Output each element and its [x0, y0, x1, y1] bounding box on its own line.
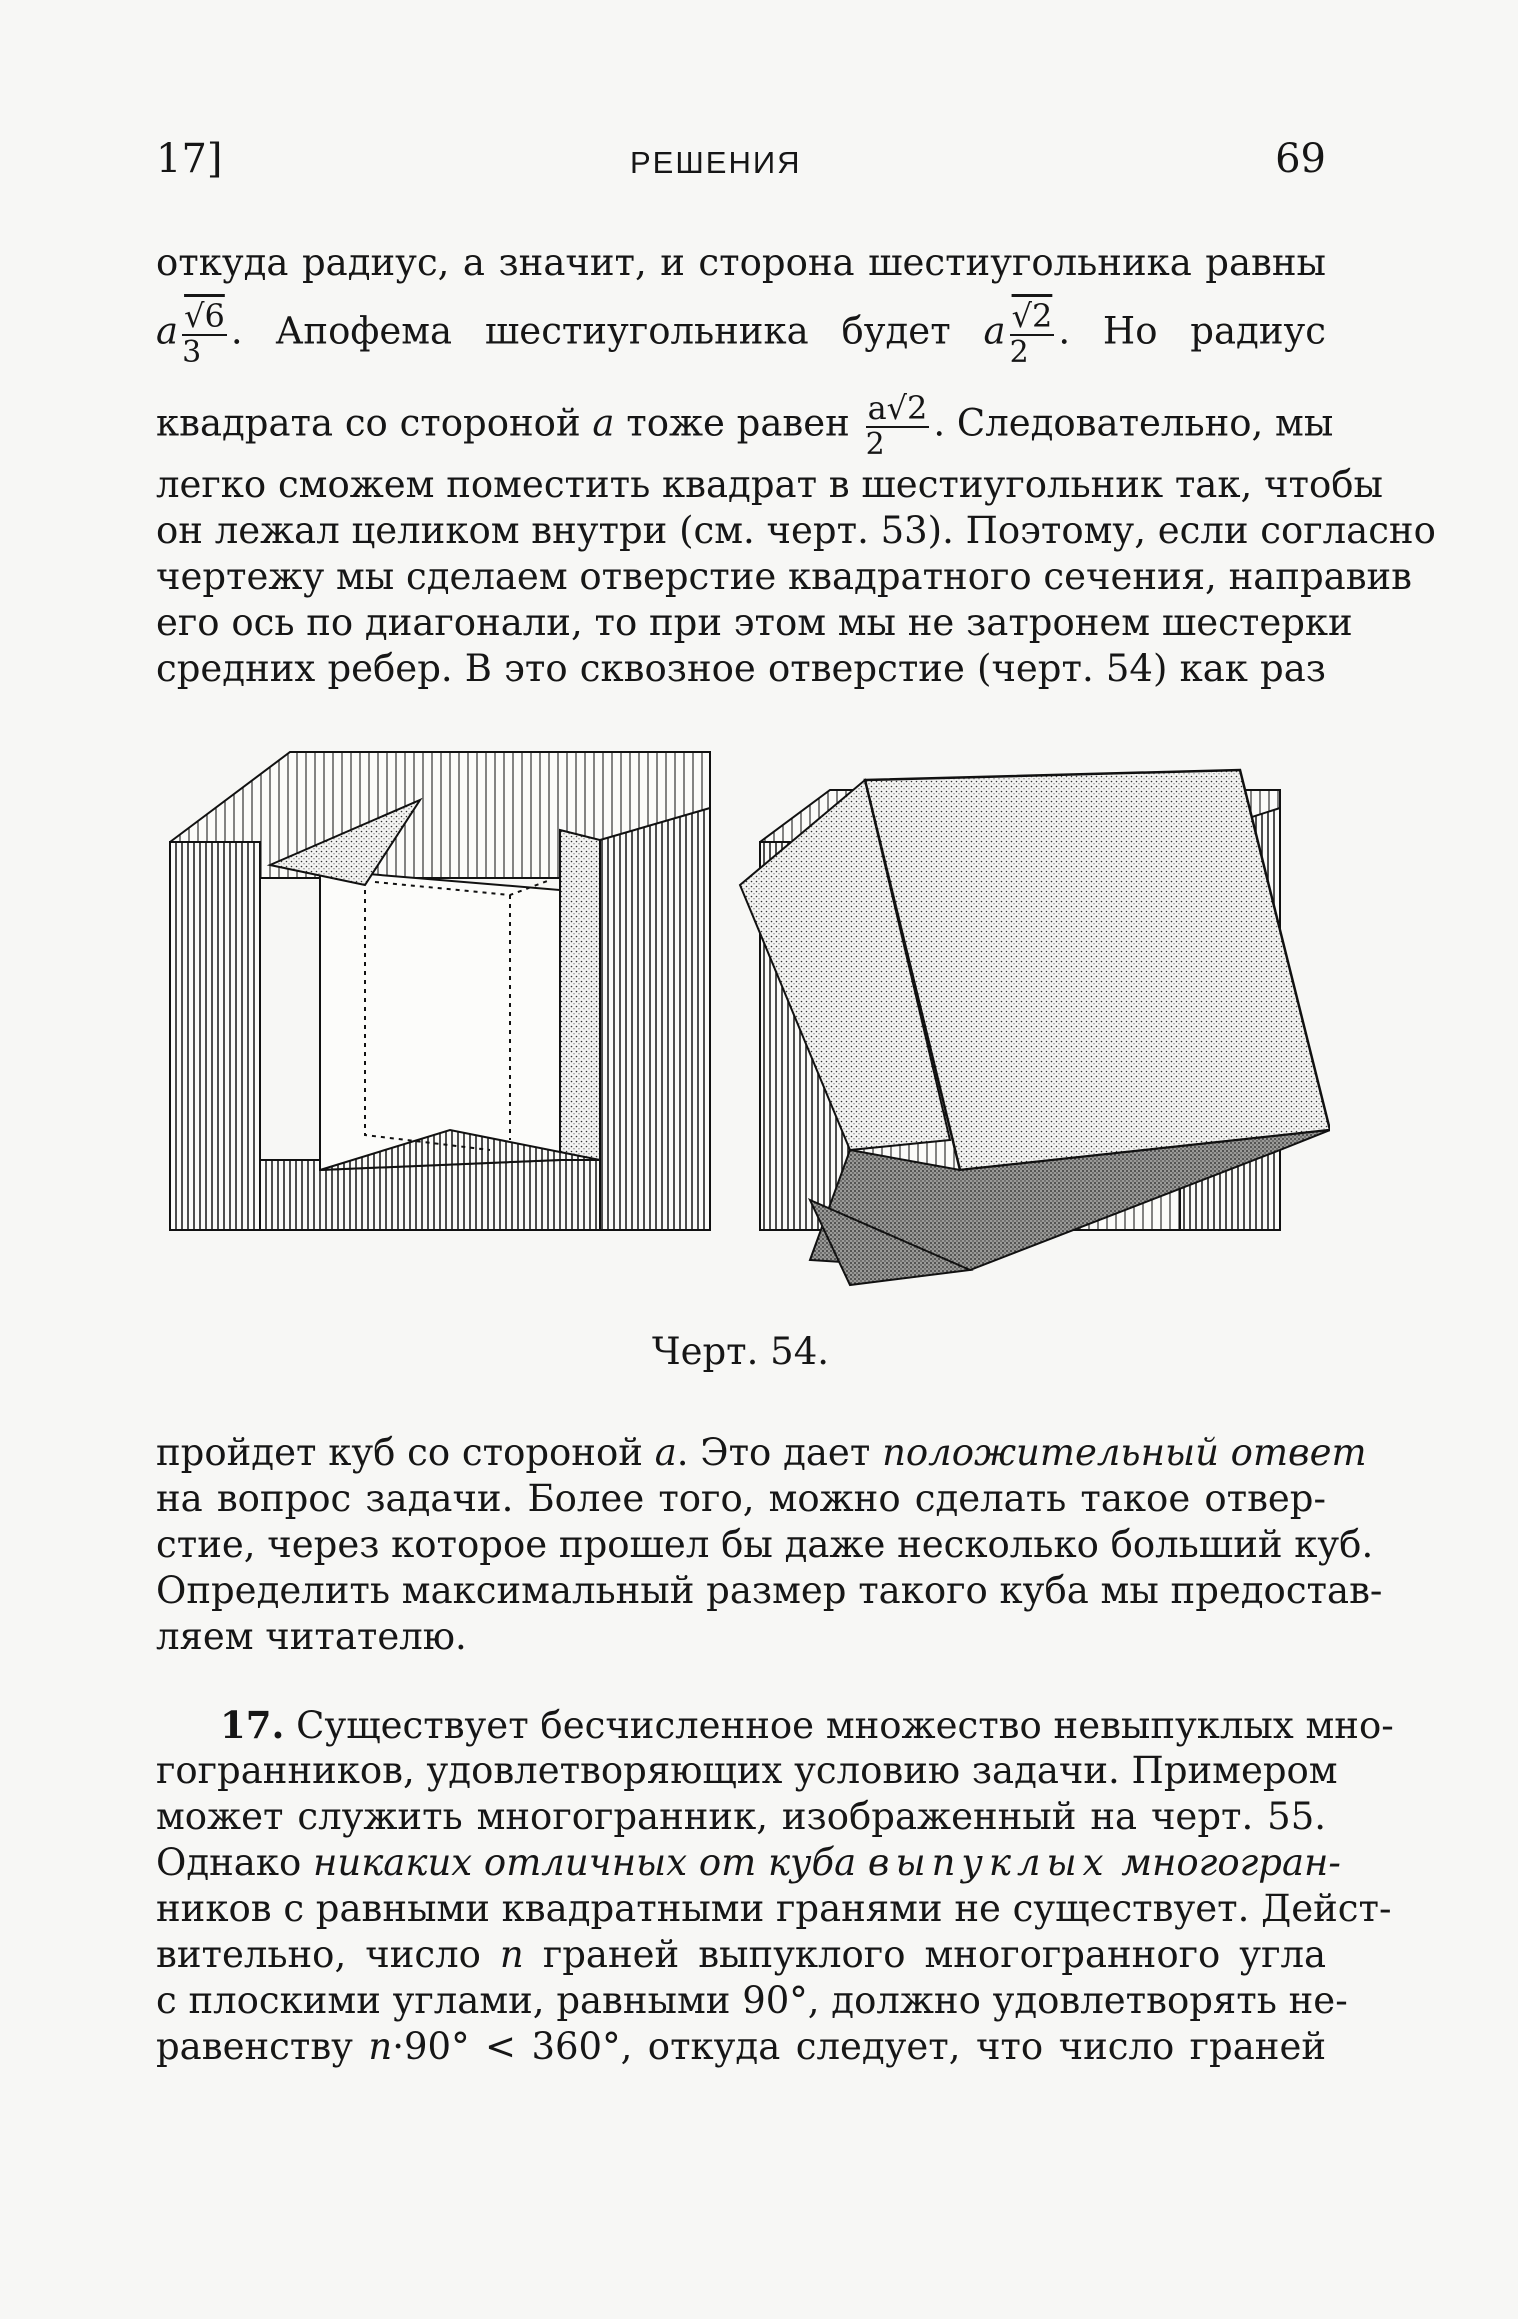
para1-line3: квадрата со стороной a тоже равен $\frac{a√2}{2}$ . Следовательно, мы: [156, 389, 1334, 462]
para3-line6: вительно, число n граней выпуклого многогранного угла: [156, 1933, 1327, 1976]
para2-line3: стие, через которое прошел бы даже несколько больший куб.: [156, 1523, 1374, 1566]
fraction-root6-over-3: $\frac{√6}{3}$: [182, 297, 225, 370]
figure-caption: Черт. 54.: [652, 1330, 830, 1373]
cube-with-hole: [170, 752, 710, 1230]
cube-passing-through-hole: [740, 770, 1330, 1285]
fraction-root2-over-2: $\frac{√2}{2}$: [1009, 297, 1053, 370]
problem-number: 17.: [220, 1703, 285, 1747]
para1-line4: легко сможем поместить квадрат в шестиугольник так, чтобы: [156, 463, 1383, 506]
para2-line4: Определить максимальный размер такого куба мы предостав-: [156, 1569, 1383, 1612]
para3-line3: может служить многогранник, изображенный на черт. 55.: [156, 1795, 1326, 1838]
figure-cubes-illustration: [150, 730, 1330, 1310]
para1-line5: он лежал целиком внутри (см. черт. 53). Поэтому, если согласно: [156, 509, 1436, 552]
running-title: РЕШЕНИЯ: [630, 145, 802, 180]
para2-line2: на вопрос задачи. Более того, можно сделать такое отвер-: [156, 1477, 1326, 1520]
para3-line2: гогранников, удовлетворяющих условию задачи. Примером: [156, 1749, 1338, 1792]
para3-line8: равенству n·90° < 360°, откуда следует, что число граней: [156, 2025, 1327, 2068]
page-number: 69: [1275, 136, 1326, 182]
section-marker: 17]: [156, 136, 223, 182]
var-a: a: [156, 309, 179, 353]
para1-line1: откуда радиус, а значит, и сторона шестиугольника равны: [156, 241, 1326, 284]
para1-line2: a $\frac{√6}{3}$ . Апофема шестиугольника будет a $\frac{√2}{2}$ . Но радиус: [156, 297, 1326, 370]
para2-line1: пройдет куб со стороной a. Это дает положительный ответ: [156, 1431, 1367, 1474]
para3-line5: ников с равными квадратными гранями не существует. Дейст-: [156, 1887, 1392, 1930]
para2-line5: ляем читателю.: [156, 1615, 467, 1658]
para3-line1: 17. Существует бесчисленное множество невыпуклых мно-: [220, 1703, 1394, 1747]
para1-line7: его ось по диагонали, то при этом мы не затронем шестерки: [156, 601, 1353, 644]
para1-line8: средних ребер. В это сквозное отверстие (черт. 54) как раз: [156, 647, 1326, 690]
para3-line4: Однако никаких отличных от куба выпуклых многогран-: [156, 1841, 1341, 1884]
para3-line7: с плоскими углами, равными 90°, должно удовлетворять не-: [156, 1979, 1348, 2022]
para1-line6: чертежу мы сделаем отверстие квадратного сечения, направив: [156, 555, 1413, 598]
fraction-a-root2-over-2: $\frac{a√2}{2}$: [865, 389, 928, 462]
